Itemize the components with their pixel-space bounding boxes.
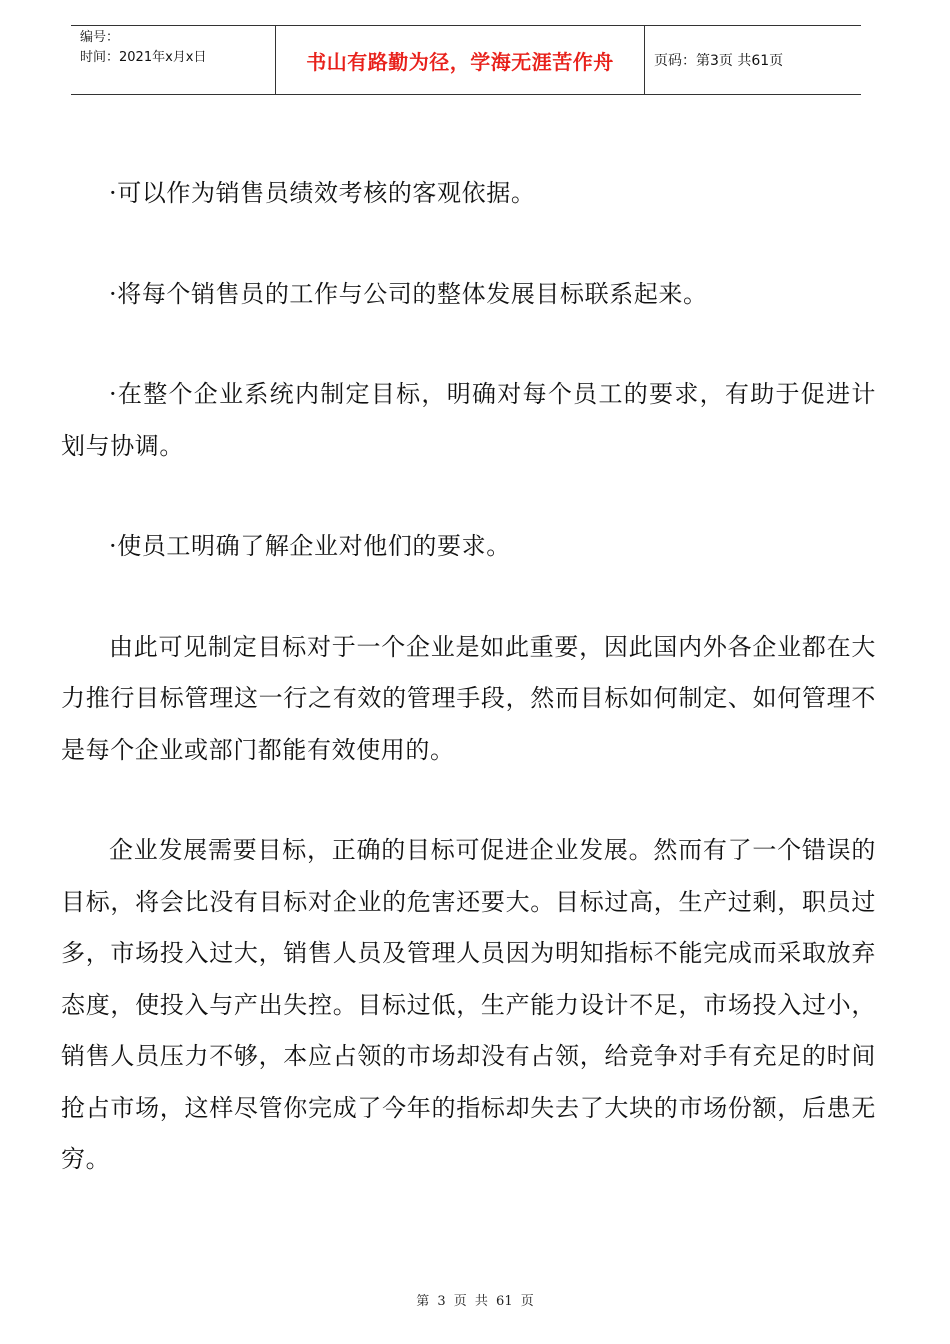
bullet-paragraph: ·在整个企业系统内制定目标，明确对每个员工的要求，有助于促进计划与协调。 bbox=[61, 380, 876, 460]
document-time-label: 时间：2021年x月x日 bbox=[80, 50, 207, 65]
header-meta bbox=[71, 26, 275, 94]
body-paragraph: 企业发展需要目标，正确的目标可促进企业发展。然而有了一个错误的目标，将会比没有目标对企业的危害还要大。目标过高，生产过剩，职员过多，市场投入过大，销售人员及管理人员因为明知指标不能完成而采取放弃态度，使投入与产出失控。目标过低，生产能力设计不足，市场投入过小，销售人员压力不够，本应占领的市场却没有占领，给竞争对手有充足的时间抢占市场，这样尽管你完成了今年的指标却失去了大块的市场份额，后患无穷。 bbox=[61, 836, 876, 1173]
page-header bbox=[71, 25, 861, 95]
document-number-label: 编号： bbox=[80, 30, 120, 45]
header-motto: 书山有路勤为径，学海无涯苦作舟 bbox=[275, 26, 645, 94]
body-paragraph: 由此可见制定目标对于一个企业是如此重要，因此国内外各企业都在大力推行目标管理这一行之有效的管理手段，然而目标如何制定、如何管理不是每个企业或部门都能有效使用的。 bbox=[61, 632, 876, 764]
bullet-paragraph: ·将每个销售员的工作与公司的整体发展目标联系起来。 bbox=[109, 279, 708, 308]
page-footer: 第 3 页 共 61 页 bbox=[416, 1294, 534, 1309]
bullet-paragraph: ·可以作为销售员绩效考核的客观依据。 bbox=[109, 179, 536, 207]
document-body bbox=[61, 168, 876, 1235]
bullet-paragraph: ·使员工明确了解企业对他们的要求。 bbox=[109, 532, 511, 560]
header-page-number: 页码：第3页 共61页 bbox=[654, 53, 784, 69]
